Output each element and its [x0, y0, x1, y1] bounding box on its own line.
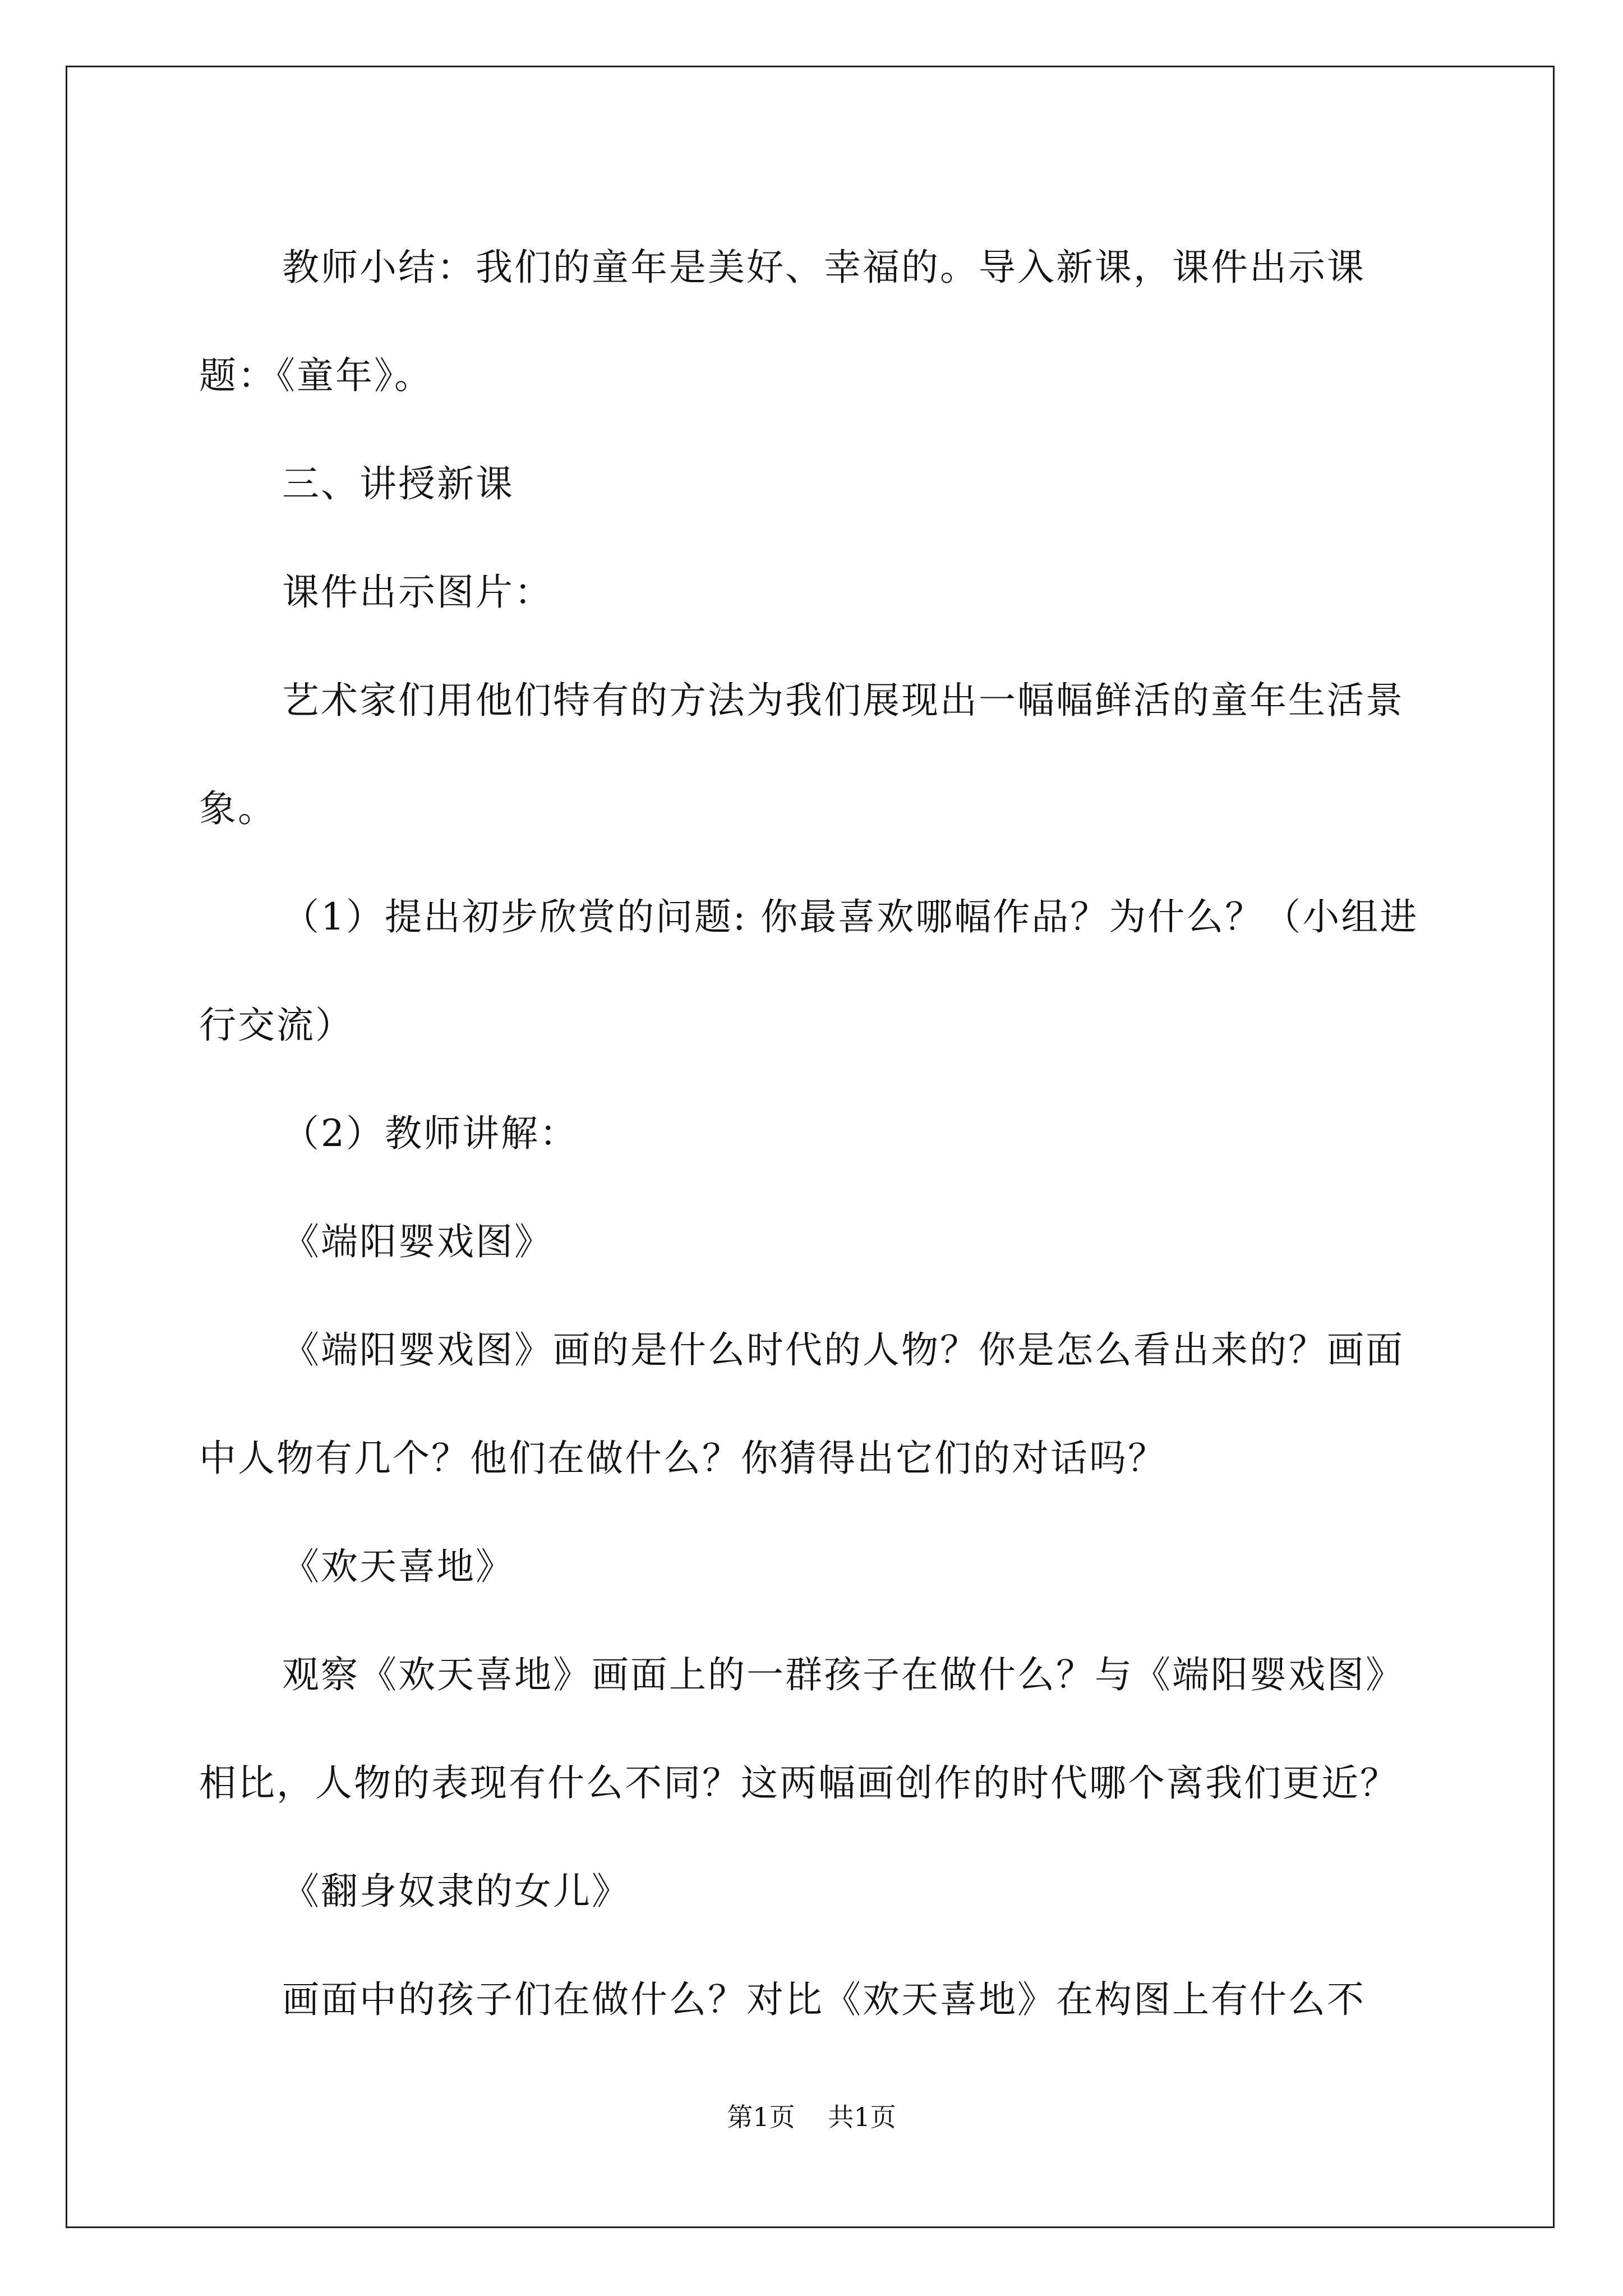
page-footer [0, 2097, 1623, 2134]
paragraph-courseware: 课件出示图片： [282, 570, 553, 614]
paragraph-artists: 艺术家们用他们特有的方法为我们展现出一幅幅鲜活的童年生活景象。 [199, 679, 1404, 830]
paragraph-huantian-questions: 观察《欢天喜地》画面上的一群孩子在做什么？与《端阳婴戏图》相比，人物的表现有什么不同？这两幅画创作的时代哪个离我们更近？ [199, 1653, 1404, 1805]
paragraph-fanshen-questions: 画面中的孩子们在做什么？对比《欢天喜地》在构图上有什么不 [282, 1978, 1366, 2021]
paragraph-title-huantian: 《欢天喜地》 [282, 1545, 514, 1588]
paragraph-question-1: （1）提出初步欣赏的问题: 你最喜欢哪幅作品？为什么？（小组进行交流） [199, 895, 1419, 1047]
document-body [199, 213, 1427, 2054]
page-total: 共1页 [828, 2102, 896, 2132]
paragraph-teacher-explain: （2）教师讲解： [282, 1112, 578, 1155]
paragraph-title-fanshen: 《翻身奴隶的女儿》 [282, 1870, 630, 1913]
page-number: 第1页 [727, 2102, 795, 2132]
paragraph-section-heading: 三、讲授新课 [282, 462, 514, 505]
paragraph-summary: 教师小结：我们的童年是美好、幸福的。导入新课，课件出示课题：《童年》。 [199, 246, 1366, 397]
paragraph-duanyang-questions: 《端阳婴戏图》画的是什么时代的人物？你是怎么看出来的？画面中人物有几个？他们在做什么？你猜得出它们的对话吗？ [199, 1328, 1404, 1480]
paragraph-title-duanyang: 《端阳婴戏图》 [282, 1220, 553, 1263]
